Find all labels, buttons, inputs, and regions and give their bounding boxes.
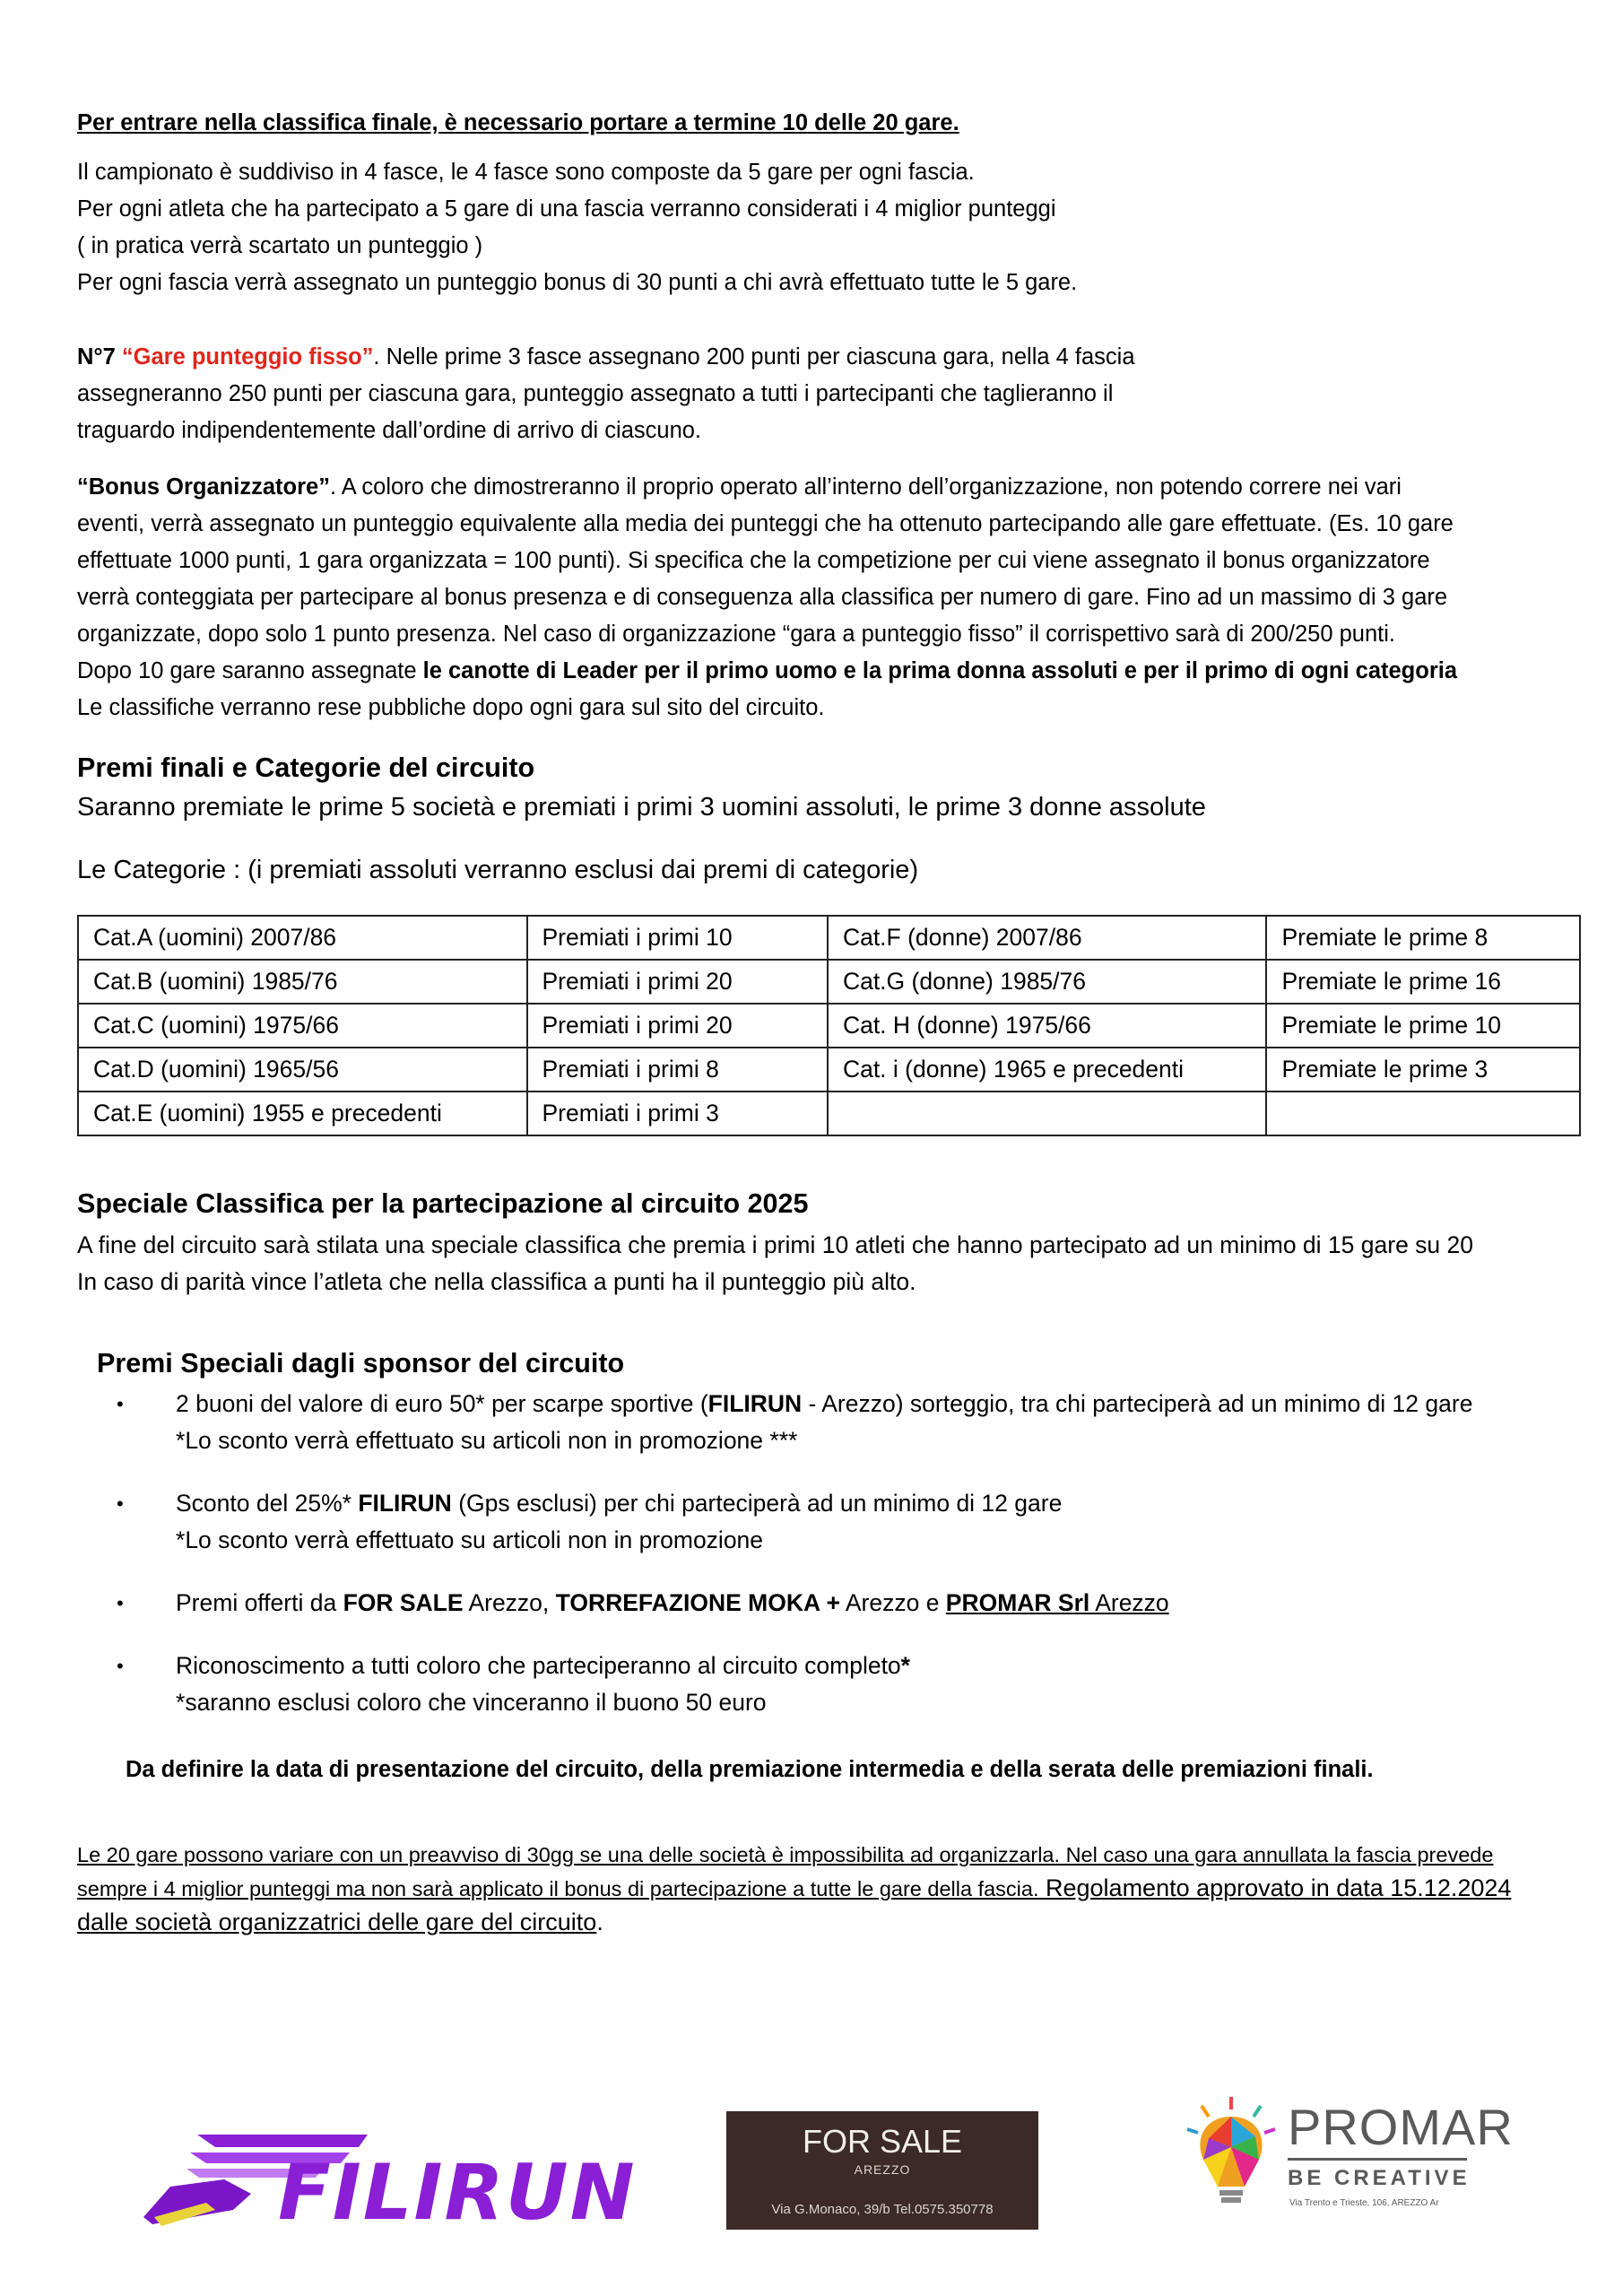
category-cell: Cat. i (donne) 1965 e precedenti (828, 1048, 1267, 1091)
prize-cell: Premiati i primi 20 (527, 960, 828, 1004)
footer-line (77, 1906, 1511, 1939)
footer-line (77, 1839, 1511, 1872)
promar-title: PROMAR (1288, 2099, 1514, 2155)
footer-line (77, 1872, 1511, 1906)
text: Premi offerti da (176, 1589, 343, 1616)
intro-line: ( in pratica verrà scartato un punteggio ) (77, 233, 483, 258)
tbd-line: Da definire la data di presentazione del circuito, della premiazione intermedia e della serata delle premiazioni finali. (126, 1757, 1374, 1782)
list-item-line (176, 1648, 1596, 1684)
prize-cell: Premiate le prime 16 (1266, 960, 1580, 1004)
category-cell: Cat.C (uomini) 1975/66 (78, 1004, 527, 1048)
fixed-score-text: . Nelle prime 3 fasce assegnano 200 punti per ciascuna gara, nella 4 fascia (373, 344, 1135, 370)
text: Arezzo e (839, 1589, 946, 1616)
list-item-line (176, 1585, 1596, 1622)
filirun-wordmark: FILIRUN (278, 2148, 637, 2238)
forsale-title: FOR SALE (802, 2123, 963, 2160)
sponsor-heading: Premi Speciali dagli sponsor del circuito (97, 1348, 625, 1378)
text: dalle società organizzatrici delle gare del circuito (77, 1909, 597, 1935)
category-cell: Cat.E (uomini) 1955 e precedenti (78, 1091, 527, 1135)
brand-name: PROMAR Srl (945, 1589, 1090, 1616)
intro-line: Per ogni fascia verrà assegnato un punteggio bonus di 30 punti a chi avrà effettuato tutte le 5 gare. (77, 270, 1078, 295)
fixed-score-title: “Gare punteggio fisso” (121, 344, 374, 370)
promar-logo (1182, 2093, 1594, 2237)
leader-prefix: Dopo 10 gare saranno assegnate (77, 658, 423, 683)
forsale-logo (726, 2111, 1038, 2230)
category-cell: Cat.B (uomini) 1985/76 (78, 960, 527, 1004)
prize-cell: Premiati i primi 3 (527, 1091, 828, 1135)
prize-cell: Premiati i primi 8 (527, 1048, 828, 1091)
table-row (78, 916, 1580, 960)
text: . (596, 1909, 603, 1935)
list-item-note: *Lo sconto verrà effettuato su articoli non in promozione *** (176, 1427, 798, 1454)
brand-name: FILIRUN (707, 1390, 803, 1417)
list-item-line (176, 1386, 1596, 1422)
special-line: In caso di parità vince l’atleta che nella classifica a punti ha il punteggio più alto. (77, 1268, 916, 1295)
table-row (78, 1091, 1580, 1135)
bonus-line: effettuate 1000 punti, 1 gara organizzata = 100 punti). Si specifica che la competizione per cui viene assegnato il bonus organizzatore (77, 548, 1430, 573)
prize-cell: Premiate le prime 3 (1266, 1048, 1580, 1091)
prizes-heading: Premi finali e Categorie del circuito (77, 752, 535, 783)
text: Regolamento approvato in data 15.12.2024 (1038, 1874, 1512, 1901)
text: 2 buoni del valore di euro 50* per scarpe sportive ( (176, 1390, 708, 1417)
categories-table (77, 915, 1581, 1136)
fixed-score-prefix: N°7 (77, 344, 122, 370)
bullet-icon: • (117, 1655, 124, 1677)
brand-name: TORREFAZIONE MOKA + (555, 1589, 840, 1616)
forsale-address: Via G.Monaco, 39/b Tel.0575.350778 (771, 2202, 994, 2217)
footer-note (77, 1839, 1511, 1939)
special-heading: Speciale Classifica per la partecipazione al circuito 2025 (77, 1188, 809, 1219)
leader-bold: le canotte di Leader per il primo uomo e la prima donna assoluti e per il primo di ogni categoria (422, 658, 1458, 683)
category-cell: Cat.D (uomini) 1965/56 (78, 1048, 527, 1091)
brand-name: FOR SALE (343, 1589, 464, 1616)
bonus-line: organizzate, dopo solo 1 punto presenza. Nel caso di organizzazione “gara a punteggio fisso” il corrispettivo sarà di 200/250 punti. (77, 622, 1395, 647)
prizes-line: Saranno premiate le prime 5 società e premiati i primi 3 uomini assoluti, le prime 3 donne assolute (77, 793, 1206, 822)
text: (Gps esclusi) per chi parteciperà ad un minimo di 12 gare (451, 1490, 1063, 1517)
text: Riconoscimento a tutti coloro che parteciperanno al circuito completo (176, 1652, 901, 1679)
filirun-logo (143, 2117, 637, 2242)
prize-cell: Premiate le prime 10 (1266, 1004, 1580, 1048)
list-item (117, 1485, 1596, 1559)
list-item-note: *Lo sconto verrà effettuato su articoli non in promozione (176, 1526, 764, 1553)
sponsor-list (117, 1386, 1596, 1747)
list-item-note: *saranno esclusi coloro che vinceranno il buono 50 euro (176, 1689, 767, 1716)
lightbulb-icon (1182, 2093, 1280, 2219)
promar-tagline: BE CREATIVE (1288, 2166, 1471, 2190)
bullet-icon: • (117, 1592, 124, 1614)
intro-line: Per ogni atleta che ha partecipato a 5 gare di una fascia verranno considerati i 4 miglior punteggi (77, 196, 1056, 222)
category-cell: Cat.A (uomini) 2007/86 (78, 916, 527, 960)
category-cell: Cat. H (donne) 1975/66 (828, 1004, 1267, 1048)
text: Sconto del 25%* (176, 1490, 359, 1517)
category-cell: Cat.F (donne) 2007/86 (828, 916, 1267, 960)
bonus-last-line: Le classifiche verranno rese pubbliche dopo ogni gara sul sito del circuito. (77, 695, 825, 720)
prize-cell (1266, 1091, 1580, 1135)
table-row (78, 960, 1580, 1004)
fixed-score-paragraph (77, 339, 1135, 449)
text: - Arezzo) sorteggio, tra chi parteciperà ad un minimo di 12 gare (802, 1390, 1473, 1417)
bonus-organizer-paragraph (77, 469, 1457, 726)
categories-line: Le Categorie : (i premiati assoluti verranno esclusi dai premi di categorie) (77, 856, 919, 884)
brand-name: FILIRUN (358, 1490, 452, 1517)
bullet-icon: • (117, 1393, 124, 1415)
fixed-score-line-2: assegneranno 250 punti per ciascuna gara, punteggio assegnato a tutti i partecipanti che taglieranno il (77, 381, 1114, 406)
leader-line (77, 653, 1457, 690)
prize-cell: Premiati i primi 20 (527, 1004, 828, 1048)
bonus-line: verrà conteggiata per partecipare al bonus presenza e di conseguenza alla classifica per numero di gare. Fino ad un massimo di 3 gare (77, 585, 1448, 610)
bullet-icon: • (117, 1492, 124, 1515)
prize-cell: Premiati i primi 10 (527, 916, 828, 960)
list-item (117, 1386, 1596, 1459)
fixed-score-line-3: traguardo indipendentemente dall’ordine di arrivo di ciascuno. (77, 418, 702, 443)
bonus-text: . A coloro che dimostreranno il proprio operato all’interno dell’organizzazione, non potendo correre nei vari (329, 474, 1402, 500)
fixed-score-line-1 (77, 339, 1135, 376)
text: Arezzo (1089, 1589, 1169, 1616)
list-item (117, 1648, 1596, 1721)
divider (1288, 2158, 1467, 2161)
category-cell: Cat.G (donne) 1985/76 (828, 960, 1267, 1004)
text: Arezzo, (463, 1589, 556, 1616)
bonus-line: eventi, verrà assegnato un punteggio equivalente alla media dei punteggi che ha ottenuto partecipando alle gare effettuate. (Es. 10 gare (77, 511, 1454, 536)
prize-cell: Premiate le prime 8 (1266, 916, 1580, 960)
special-paragraph (77, 1227, 1473, 1300)
list-item (117, 1585, 1596, 1622)
text: sempre i 4 miglior punteggi ma non sarà applicato il bonus di partecipazione a tutte le gare della fascia. (77, 1877, 1039, 1900)
bonus-line-1 (77, 469, 1457, 506)
intro-heading: Per entrare nella classifica finale, è necessario portare a termine 10 delle 20 gare. (77, 110, 959, 135)
table-row (78, 1004, 1580, 1048)
text: * (900, 1652, 910, 1679)
list-item-line (176, 1485, 1596, 1522)
text: Nel caso una gara annullata la fascia prevede (1060, 1843, 1494, 1866)
special-line: A fine del circuito sarà stilata una speciale classifica che premia i primi 10 atleti che hanno partecipato ad un minimo di 15 gare su 20 (77, 1231, 1473, 1258)
table-row (78, 1048, 1580, 1091)
promar-address: Via Trento e Trieste, 106, AREZZO Ar (1289, 2198, 1439, 2208)
text: Le 20 gare possono variare con un preavviso di 30gg se una delle società è impossibilita ad organizzarla. (77, 1843, 1061, 1866)
bonus-title: “Bonus Organizzatore” (77, 474, 330, 500)
intro-paragraph (77, 154, 1077, 301)
category-cell (828, 1091, 1267, 1135)
intro-line: Il campionato è suddiviso in 4 fasce, le 4 fasce sono composte da 5 gare per ogni fascia. (77, 160, 975, 185)
forsale-city: AREZZO (854, 2162, 911, 2177)
